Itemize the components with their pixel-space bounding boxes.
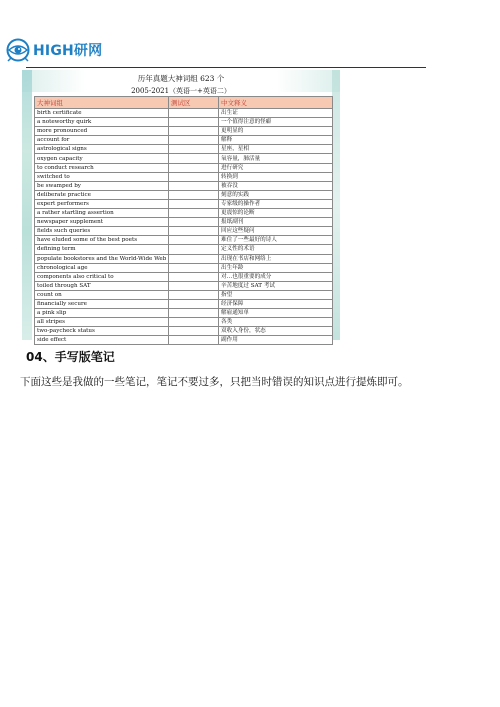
table-row	[35, 263, 333, 272]
cell-test	[169, 263, 219, 272]
cell-meaning: 氧容量，肺活量	[219, 154, 333, 163]
cell-phrase: switched to	[35, 172, 169, 181]
cell-phrase: financially secure	[35, 299, 169, 308]
table-row	[35, 254, 333, 263]
section-heading: 04、手写版笔记	[26, 350, 115, 364]
cell-phrase: two-paycheck status	[35, 327, 169, 336]
cell-meaning: 更明显的	[219, 127, 333, 136]
table-row	[35, 299, 333, 308]
cell-test	[169, 272, 219, 281]
column-header-test: 测试区	[169, 97, 219, 109]
table-row	[35, 227, 333, 236]
cell-test	[169, 254, 219, 263]
cell-meaning: 一个值得注意的怪癖	[219, 118, 333, 127]
cell-meaning: 刻意的实践	[219, 190, 333, 199]
cell-meaning: 星座，星相	[219, 145, 333, 154]
cell-phrase: astrological signs	[35, 145, 169, 154]
table-row	[35, 145, 333, 154]
cell-phrase: deliberate practice	[35, 190, 169, 199]
cell-phrase: to conduct research	[35, 163, 169, 172]
cell-meaning: 进行研究	[219, 163, 333, 172]
cell-test	[169, 336, 219, 345]
cell-test	[169, 218, 219, 227]
cell-test	[169, 290, 219, 299]
table-header-row	[35, 97, 333, 109]
cell-phrase: components also critical to	[35, 272, 169, 281]
cell-meaning: 解雇通知单	[219, 309, 333, 318]
cell-meaning: 对…也很重要的成分	[219, 272, 333, 281]
cell-test	[169, 236, 219, 245]
cell-phrase: expert performers	[35, 199, 169, 208]
header-divider	[26, 67, 426, 68]
table-row	[35, 190, 333, 199]
brand-logo	[5, 38, 102, 62]
cell-phrase: populate bookstores and the World-Wide Web	[35, 254, 169, 263]
page-header	[0, 0, 500, 70]
cell-meaning: 副作用	[219, 336, 333, 345]
cell-meaning: 出现在书店和网络上	[219, 254, 333, 263]
cell-phrase: a pink slip	[35, 309, 169, 318]
cell-test	[169, 281, 219, 290]
cell-phrase: newspaper supplement	[35, 218, 169, 227]
cell-phrase: oxygen capacity	[35, 154, 169, 163]
cell-phrase: chronological age	[35, 263, 169, 272]
table-row	[35, 236, 333, 245]
cell-meaning: 定义性的术语	[219, 245, 333, 254]
decorative-right-band	[332, 70, 340, 340]
cell-test	[169, 299, 219, 308]
table-row	[35, 181, 333, 190]
cell-meaning: 回应这些疑问	[219, 227, 333, 236]
cell-phrase: all stripes	[35, 318, 169, 327]
vocab-table-body	[35, 109, 333, 345]
cell-phrase: be swamped by	[35, 181, 169, 190]
table-subtitle: 2005-2021（英语一+英语二）	[131, 87, 231, 95]
cell-phrase: account for	[35, 136, 169, 145]
table-row	[35, 209, 333, 218]
cell-phrase: birth certificate	[35, 109, 169, 118]
cell-phrase: a noteworthy quirk	[35, 118, 169, 127]
cell-meaning: 辛苦地度过 SAT 考试	[219, 281, 333, 290]
cell-meaning: 指望	[219, 290, 333, 299]
cell-meaning: 被吞没	[219, 181, 333, 190]
table-row	[35, 309, 333, 318]
cell-meaning: 各类	[219, 318, 333, 327]
decorative-left-band	[22, 70, 32, 340]
column-header-meaning: 中文释义	[219, 97, 333, 109]
section-body-text: 下面这些是我做的一些笔记，笔记不要过多，只把当时错误的知识点进行提炼即可。	[20, 376, 409, 388]
cell-meaning: 解释	[219, 136, 333, 145]
cell-test	[169, 190, 219, 199]
cell-meaning: 难住了一些最好的诗人	[219, 236, 333, 245]
table-row	[35, 154, 333, 163]
cell-phrase: fields such queries	[35, 227, 169, 236]
cell-test	[169, 245, 219, 254]
vocab-table	[34, 96, 333, 345]
cell-phrase: defining term	[35, 245, 169, 254]
table-row	[35, 290, 333, 299]
table-row	[35, 172, 333, 181]
cell-meaning: 转换到	[219, 172, 333, 181]
cell-test	[169, 209, 219, 218]
cell-test	[169, 154, 219, 163]
cell-test	[169, 109, 219, 118]
table-row	[35, 272, 333, 281]
table-row	[35, 281, 333, 290]
table-row	[35, 336, 333, 345]
table-row	[35, 136, 333, 145]
cell-meaning: 出生证	[219, 109, 333, 118]
table-row	[35, 318, 333, 327]
logo-eye-icon	[5, 38, 31, 62]
cell-phrase: have eluded some of the best poets	[35, 236, 169, 245]
table-row	[35, 218, 333, 227]
cell-phrase: count on	[35, 290, 169, 299]
cell-test	[169, 145, 219, 154]
cell-test	[169, 181, 219, 190]
scanned-vocab-table-image	[22, 70, 340, 344]
cell-test	[169, 127, 219, 136]
cell-phrase: toiled through SAT	[35, 281, 169, 290]
cell-meaning: 双收入身份，状态	[219, 327, 333, 336]
cell-phrase: a rather startling assertion	[35, 209, 169, 218]
cell-phrase: side effect	[35, 336, 169, 345]
table-row	[35, 127, 333, 136]
cell-meaning: 专家级的操作者	[219, 199, 333, 208]
cell-test	[169, 136, 219, 145]
table-row	[35, 327, 333, 336]
cell-meaning: 出生年龄	[219, 263, 333, 272]
cell-test	[169, 318, 219, 327]
cell-test	[169, 163, 219, 172]
cell-meaning: 更震惊的论断	[219, 209, 333, 218]
table-row	[35, 245, 333, 254]
table-title: 历年真题大神词组 623 个	[137, 74, 225, 83]
cell-test	[169, 309, 219, 318]
cell-test	[169, 118, 219, 127]
column-header-phrase: 大神词组	[35, 97, 169, 109]
cell-test	[169, 327, 219, 336]
logo-text: HIGH研网	[33, 43, 103, 59]
cell-test	[169, 172, 219, 181]
table-row	[35, 118, 333, 127]
table-row	[35, 163, 333, 172]
cell-test	[169, 227, 219, 236]
table-row	[35, 109, 333, 118]
cell-meaning: 经济保障	[219, 299, 333, 308]
cell-test	[169, 199, 219, 208]
table-row	[35, 199, 333, 208]
cell-meaning: 报纸副刊	[219, 218, 333, 227]
cell-phrase: more pronounced	[35, 127, 169, 136]
